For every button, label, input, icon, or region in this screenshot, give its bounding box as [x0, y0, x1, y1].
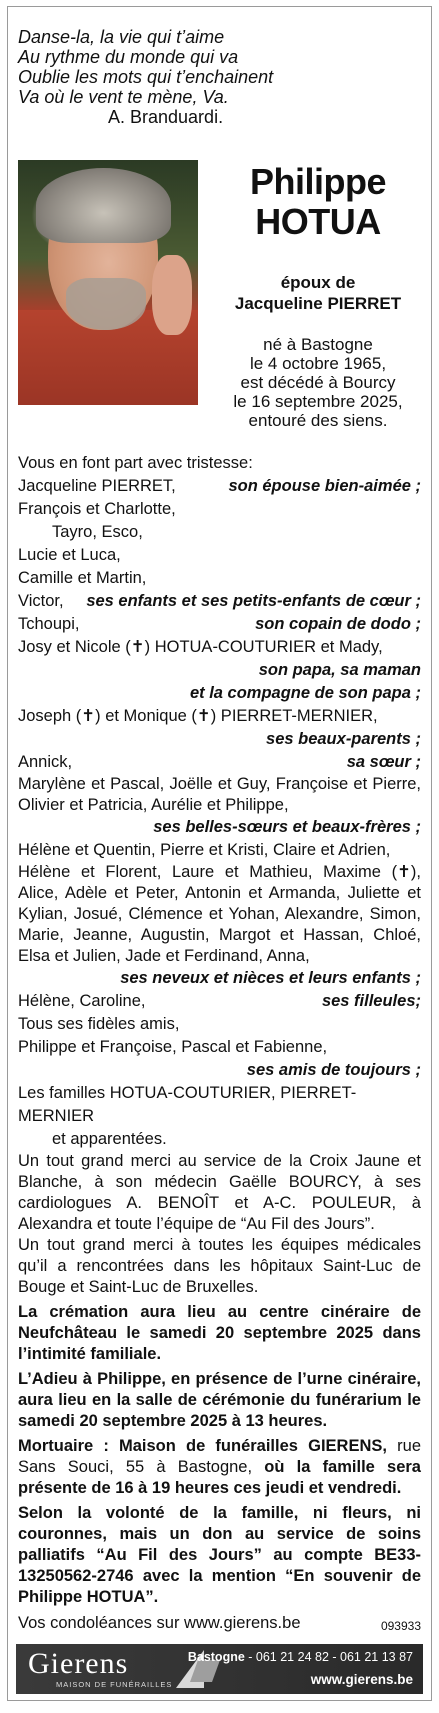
born-line: entouré des siens.: [248, 411, 388, 430]
first-name: Philippe: [249, 161, 386, 202]
family-role: ses filleules;: [321, 992, 421, 1010]
poem-author: A. Branduardi.: [108, 107, 224, 127]
family-wish: Selon la volonté de la famille, ni fleurs, ni couronnes, mais un don au service de soins palliatifs “Au Fil des Jours” au compte BE33-13250562-2746 avec la mention “En souvenir de Philippe HOTUA”.: [18, 1504, 421, 1606]
spouse-info: [213, 272, 423, 314]
family-row: [18, 613, 421, 636]
funeral-home-footer: [16, 1644, 423, 1694]
family-members: Tayro, Esco,: [52, 523, 143, 541]
family-members: Joseph (✝) et Monique (✝) PIERRET-MERNIER,: [18, 707, 378, 725]
family-role: sa sœur ;: [346, 753, 421, 771]
family-members: et apparentées.: [52, 1130, 167, 1148]
poem-line: Danse-la, la vie qui t’aime: [18, 27, 225, 47]
family-members: Tous ses fidèles amis,: [18, 1015, 180, 1033]
mortuary-info: [18, 1436, 421, 1499]
photo-hair: [36, 168, 171, 243]
reference-number: 093933: [380, 1619, 421, 1633]
family-role: ses enfants et ses petits-enfants de cœur ;: [86, 592, 421, 610]
poem-line: Va où le vent te mène, Va.: [18, 87, 229, 107]
thanks-paragraph: Un tout grand merci à toutes les équipes médicales qu’il a rencontrées dans les hôpitaux Saint-Luc de Bouge et Saint-Luc de Bruxelles.: [18, 1236, 421, 1296]
family-members: Lucie et Luca,: [18, 546, 121, 564]
mortuary-bold: Mortuaire : Maison de funérailles GIERENS,: [18, 1437, 387, 1455]
poem-line: Au rythme du monde qui va: [18, 47, 239, 67]
contact-numbers: - 061 21 24 82 - 061 21 13 87: [244, 1650, 413, 1664]
website-link[interactable]: www.gierens.be: [310, 1672, 413, 1687]
family-members: Marylène et Pascal, Joëlle et Guy, Françoise et Pierre, Olivier et Patricia, Aurélie et Philippe,: [18, 775, 421, 814]
family-members: Hélène et Quentin, Pierre et Kristi, Claire et Adrien,: [18, 841, 391, 859]
gierens-logo: Gierens: [28, 1647, 129, 1680]
last-name: HOTUA: [255, 201, 381, 242]
contact-phones: [188, 1650, 413, 1664]
family-members: Josy et Nicole (✝) HOTUA-COUTURIER et Mady,: [18, 638, 383, 656]
family-row: [18, 751, 421, 774]
spouse-name: Jacqueline PIERRET: [234, 294, 402, 313]
family-members: Les familles HOTUA-COUTURIER, PIERRET-MERNIER: [18, 1084, 357, 1125]
family-members: Jacqueline PIERRET,: [18, 477, 176, 495]
family-role: ses belles-sœurs et beaux-frères ;: [153, 818, 421, 836]
poem-line: Oublie les mots qui t’enchainent: [18, 67, 274, 87]
family-role: son copain de dodo ;: [255, 615, 421, 633]
mortuary-address: rue Sans Souci, 55 à Bastogne,: [18, 1437, 421, 1476]
family-members: Hélène et Florent, Laure et Mathieu, Maxime (✝), Alice, Adèle et Peter, Antonin et Armanda, Juliette et Kylian, Josué, Clémence et Yohan, Alexandre, Simon, Marie, Jeanne, Augustin, Margot et Hassan, Chloé, Elsa et Julien, Jade et Ferdinand, Anna,: [18, 863, 421, 965]
family-members: Annick,: [18, 753, 73, 771]
obituary-notice: [7, 6, 432, 1701]
mortuary-hours: où la famille sera présente de 16 à 19 heures ces jeudi et vendredi.: [18, 1458, 421, 1497]
family-role: son papa, sa maman: [258, 661, 421, 679]
portrait-photo: [18, 160, 198, 405]
deceased-name: [213, 162, 423, 242]
family-role: son épouse bien-aimée ;: [228, 477, 421, 495]
family-role: ses beaux-parents ;: [266, 730, 421, 748]
poem: [18, 27, 418, 127]
family-members: Hélène, Caroline,: [18, 992, 146, 1010]
born-line: le 4 octobre 1965,: [249, 354, 387, 373]
born-line: le 16 septembre 2025,: [233, 392, 403, 411]
notice-body: [18, 452, 421, 1635]
family-role: ses amis de toujours ;: [246, 1061, 421, 1079]
born-line: est décédé à Bourcy: [240, 373, 396, 392]
birth-death-info: [213, 335, 423, 430]
photo-hand: [152, 255, 192, 335]
cremation-info: La crémation aura lieu au centre cinéraire de Neufchâteau le samedi 20 septembre 2025 dans l’intimité familiale.: [18, 1303, 421, 1363]
family-members: Camille et Martin,: [18, 569, 147, 587]
spouse-line: époux de: [280, 273, 356, 292]
thanks-paragraph: Un tout grand merci au service de la Croix Jaune et Blanche, à son médecin Gaëlle BOURCY, à ses cardiologues A. BENOÎT et A-C. POULEUR, à Alexandra et toute l’équipe de “Au Fil des Jours”.: [18, 1152, 421, 1233]
family-members: Tchoupi,: [18, 615, 80, 633]
family-row: [18, 590, 421, 613]
family-members: Philippe et Françoise, Pascal et Fabienne,: [18, 1038, 328, 1056]
condolences-link[interactable]: Vos condoléances sur www.gierens.be: [18, 1614, 301, 1632]
family-intro: Vous en font part avec tristesse:: [18, 454, 253, 472]
family-role: et la compagne de son papa ;: [189, 684, 421, 702]
family-members: François et Charlotte,: [18, 500, 176, 518]
family-role: ses neveux et nièces et leurs enfants ;: [120, 969, 421, 987]
photo-beard: [66, 278, 146, 330]
family-members: Victor,: [18, 592, 64, 610]
logo-subtitle: MAISON DE FUNÉRAILLES: [56, 1680, 173, 1689]
family-row: [18, 475, 421, 498]
farewell-info: L’Adieu à Philippe, en présence de l’urne cinéraire, aura lieu en la salle de cérémonie du funérarium le samedi 20 septembre 2025 à 13 heures.: [18, 1370, 421, 1430]
family-row: [18, 990, 421, 1013]
contact-city: Bastogne: [187, 1650, 245, 1664]
born-line: né à Bastogne: [263, 335, 373, 354]
